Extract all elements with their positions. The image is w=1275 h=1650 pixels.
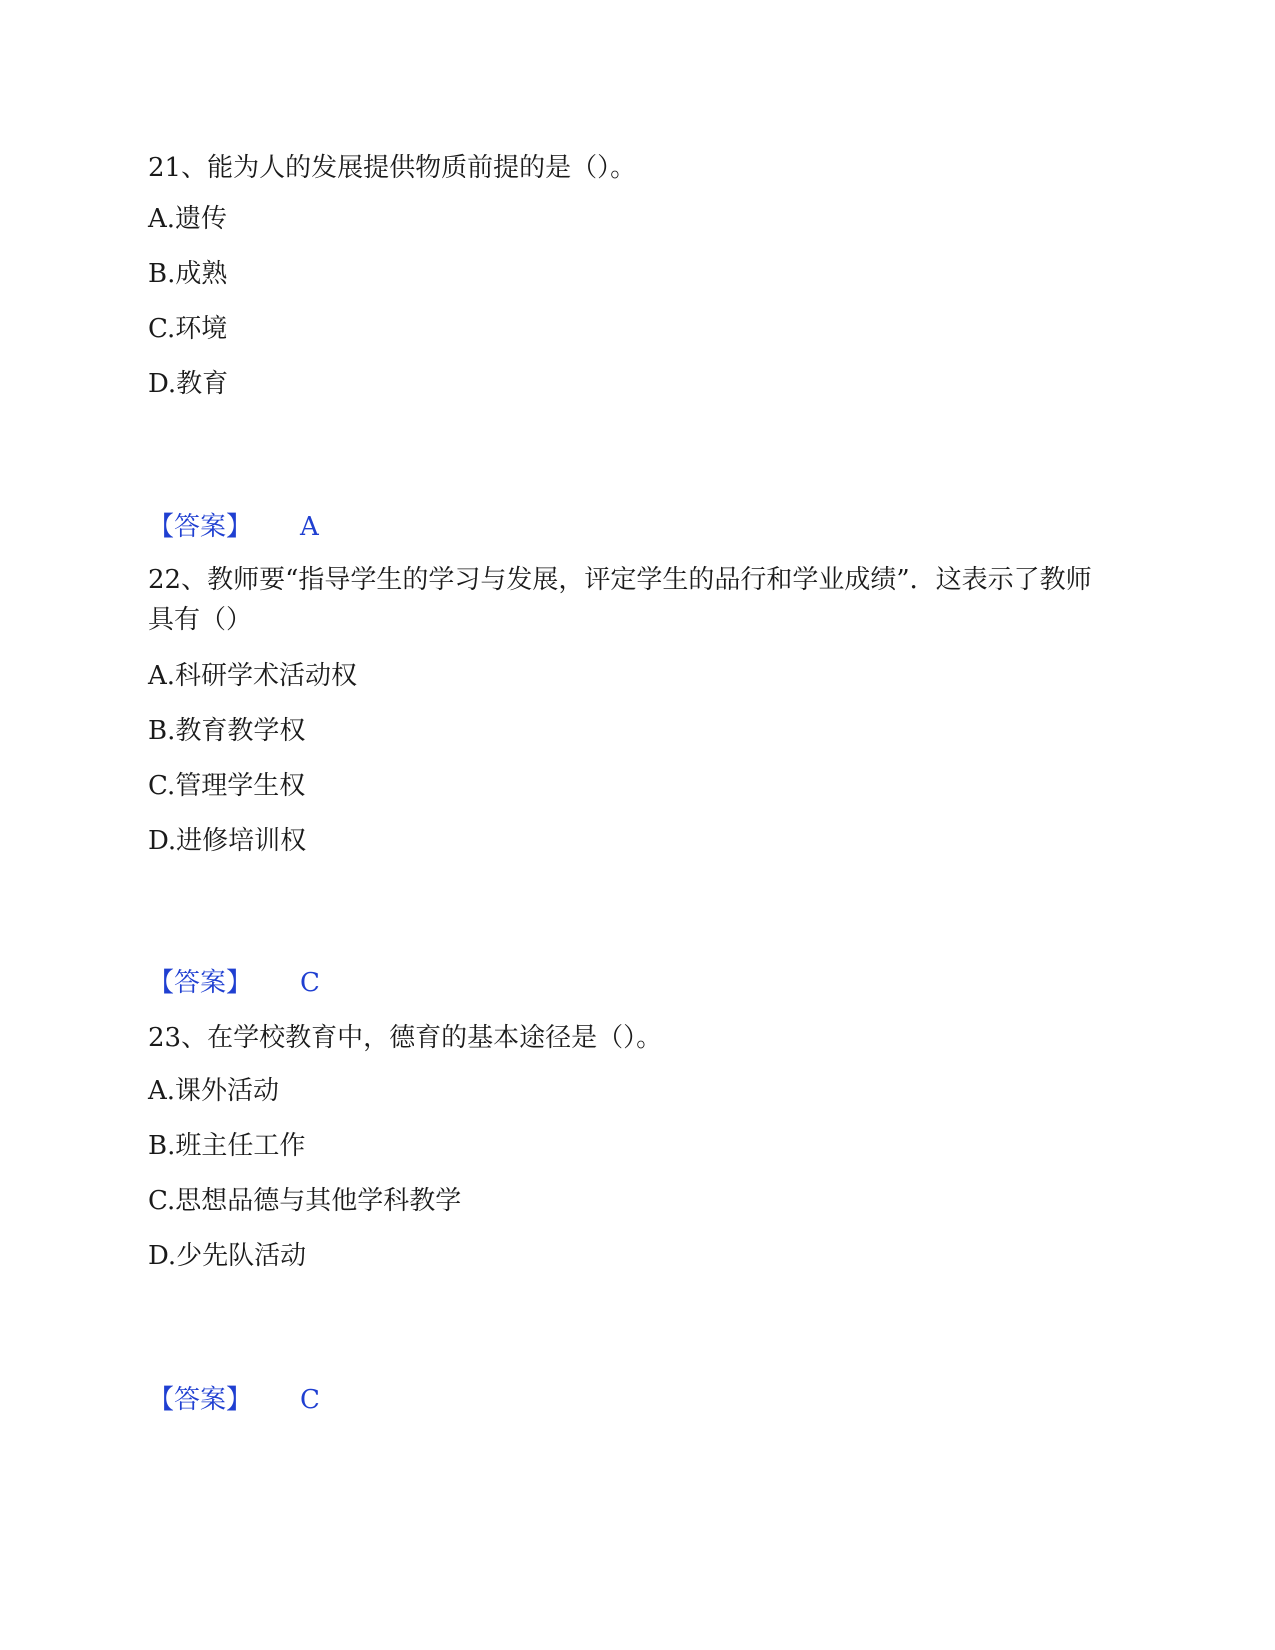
question-22-answer xyxy=(148,967,320,999)
question-21-option-b: B.成熟 xyxy=(148,259,228,289)
question-21-option-a: A.遗传 xyxy=(148,204,228,234)
question-21-option-d: D.教育 xyxy=(148,369,229,399)
question-23-answer xyxy=(148,1384,320,1416)
answer-label: 【答案】 xyxy=(148,968,253,998)
question-22-option-a: A.科研学术活动权 xyxy=(148,661,358,691)
question-22-option-d: D.进修培训权 xyxy=(148,826,307,856)
answer-label: 【答案】 xyxy=(148,512,253,542)
answer-value: A xyxy=(300,512,319,542)
question-21-stem: 21、能为人的发展提供物质前提的是（）。 xyxy=(148,153,637,183)
answer-value: C xyxy=(300,968,320,998)
question-22-option-b: B.教育教学权 xyxy=(148,716,306,746)
question-23-option-d: D.少先队活动 xyxy=(148,1241,307,1271)
answer-value: C xyxy=(300,1385,320,1415)
question-23-option-b: B.班主任工作 xyxy=(148,1131,306,1161)
answer-label: 【答案】 xyxy=(148,1385,253,1415)
question-23-option-c: C.思想品德与其他学科教学 xyxy=(148,1186,462,1216)
question-21-option-c: C.环境 xyxy=(148,314,228,344)
question-22-stem: 22、教师要“指导学生的学习与发展，评定学生的品行和学业成绩”．这表示了教师具有（） xyxy=(148,565,1092,635)
question-23-option-a: A.课外活动 xyxy=(148,1076,280,1106)
question-21-answer xyxy=(148,511,319,543)
question-23-stem: 23、在学校教育中，德育的基本途径是（）。 xyxy=(148,1023,663,1053)
question-22-option-c: C.管理学生权 xyxy=(148,771,306,801)
